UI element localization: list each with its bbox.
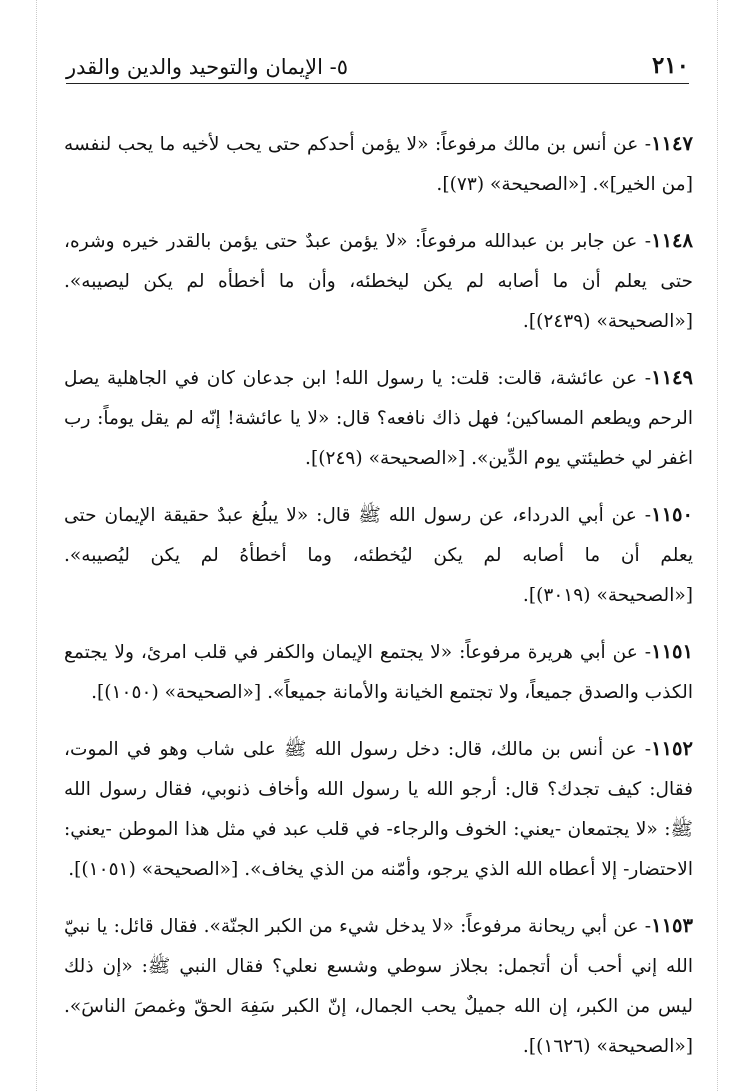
- hadith-list: [64, 124, 693, 1061]
- hadith-paragraph: ١١٥٢- عن أنس بن مالك، قال: دخل رسول الله ﷺ على شاب وهو في الموت، فقال: كيف تجدك؟ قال: أرجو الله يا رسول الله وأخاف ذنوبي، فقال رسول الله ﷺ: «لا يجتمعان -يعني: الخوف والرجاء- في قلب عبد في مثل هذا الموطن -يعني: الاحتضار- إلا أعطاه الله الذي يرجو، وأمّنه من الذي يخاف». [«الصحيحة» (١٠٥١)].: [64, 737, 693, 880]
- hadith-text: عن أنس بن مالك، قال: دخل رسول الله ﷺ على شاب وهو في الموت، فقال: كيف تجدك؟ قال: أرجو الله يا رسول الله وأخاف ذنوبي، فقال رسول الله ﷺ: «لا يجتمعان -يعني: الخوف والرجاء- في قلب عبد في مثل هذا الموطن -يعني: الاحتضار- إلا أعطاه الله الذي يرجو، وأمّنه من الذي يخاف».: [64, 739, 693, 880]
- hadith-text: عن أنس بن مالك مرفوعاً: «لا يؤمن أحدكم حتى يحب لأخيه ما يحب لنفسه [من الخير]».: [64, 134, 693, 195]
- hadith-text: عن أبي الدرداء، عن رسول الله ﷺ قال: «لا يبلُغ عبدٌ حقيقة الإيمان حتى يعلم أن ما أصابه لم يكن ليُخطئه، وما أخطأهُ لم يكن ليُصيبه».: [64, 505, 693, 566]
- hadith-reference: [«الصحيحة» (٢٤٣٩)].: [522, 311, 693, 332]
- hadith-number: ١١٤٨: [651, 229, 693, 252]
- hadith-reference: [«الصحيحة» (٢٤٩)].: [305, 448, 466, 469]
- hadith-number: ١١٥٢: [651, 737, 693, 760]
- hadith-reference: [«الصحيحة» (٧٣)].: [436, 174, 587, 195]
- hadith-number: ١١٥٣: [651, 914, 693, 937]
- hadith-reference: [«الصحيحة» (١٦٢٦)].: [522, 1036, 693, 1057]
- page-header: [66, 44, 689, 84]
- hadith-number: ١١٤٩: [651, 366, 693, 389]
- hadith-text: عن أبي ريحانة مرفوعاً: «لا يدخل شيء من الكبر الجنّة». فقال قائل: يا نبيّ الله إني أحب أن أتجمل: بجلاز سوطي وشسع نعلي؟ فقال النبي ﷺ: «إن ذلك ليس من الكبر، إن الله جميلٌ يحب الجمال، إنّ الكبر سَفِهَ الحقّ وغمصَ الناسَ».: [64, 916, 693, 1017]
- hadith-number: ١١٥٠: [651, 503, 693, 526]
- hadith-paragraph: ١١٤٩- عن عائشة، قالت: قلت: يا رسول الله! ابن جدعان كان في الجاهلية يصل الرحم ويطعم المساكين؛ فهل ذاك نافعه؟ قال: «لا يا عائشة! إنّه لم يقل يوماً: رب اغفر لي خطيئتي يوم الدِّين». [«الصحيحة» (٢٤٩)].: [64, 366, 693, 469]
- hadith-paragraph: ١١٥٠- عن أبي الدرداء، عن رسول الله ﷺ قال: «لا يبلُغ عبدٌ حقيقة الإيمان حتى يعلم أن ما أصابه لم يكن ليُخطئه، وما أخطأهُ لم يكن ليُصيبه». [«الصحيحة» (٣٠١٩)].: [64, 503, 693, 606]
- hadith-paragraph: ١١٥٣- عن أبي ريحانة مرفوعاً: «لا يدخل شيء من الكبر الجنّة». فقال قائل: يا نبيّ الله إني أحب أن أتجمل: بجلاز سوطي وشسع نعلي؟ فقال النبي ﷺ: «إن ذلك ليس من الكبر، إن الله جميلٌ يحب الجمال، إنّ الكبر سَفِهَ الحقّ وغمصَ الناسَ». [«الصحيحة» (١٦٢٦)].: [64, 914, 693, 1057]
- chapter-title: ٥- الإيمان والتوحيد والدين والقدر: [66, 55, 348, 79]
- scan-guide-left: [36, 0, 37, 1091]
- hadith-text: عن عائشة، قالت: قلت: يا رسول الله! ابن جدعان كان في الجاهلية يصل الرحم ويطعم المساكين؛ فهل ذاك نافعه؟ قال: «لا يا عائشة! إنّه لم يقل يوماً: رب اغفر لي خطيئتي يوم الدِّين».: [64, 368, 693, 469]
- hadith-paragraph: ١١٤٧- عن أنس بن مالك مرفوعاً: «لا يؤمن أحدكم حتى يحب لأخيه ما يحب لنفسه [من الخير]». [«الصحيحة» (٧٣)].: [64, 132, 693, 195]
- hadith-paragraph: ١١٥١- عن أبي هريرة مرفوعاً: «لا يجتمع الإيمان والكفر في قلب امرئ، ولا يجتمع الكذب والصدق جميعاً، ولا تجتمع الخيانة والأمانة جميعاً». [«الصحيحة» (١٠٥٠)].: [64, 640, 693, 703]
- scan-guide-right: [717, 0, 718, 1091]
- hadith-paragraph: ١١٤٨- عن جابر بن عبدالله مرفوعاً: «لا يؤمن عبدٌ حتى يؤمن بالقدر خيره وشره، حتى يعلم أن ما أصابه لم يكن ليخطئه، وأن ما أخطأه لم يكن ليصيبه». [«الصحيحة» (٢٤٣٩)].: [64, 229, 693, 332]
- hadith-reference: [«الصحيحة» (١٠٥٠)].: [91, 682, 262, 703]
- hadith-number: ١١٥١: [651, 640, 693, 663]
- hadith-reference: [«الصحيحة» (١٠٥١)].: [68, 859, 239, 880]
- hadith-reference: [«الصحيحة» (٣٠١٩)].: [522, 585, 693, 606]
- hadith-text: عن أبي هريرة مرفوعاً: «لا يجتمع الإيمان والكفر في قلب امرئ، ولا يجتمع الكذب والصدق جميعاً، ولا تجتمع الخيانة والأمانة جميعاً».: [64, 642, 693, 703]
- page-number: ٢١٠: [651, 52, 689, 79]
- hadith-text: عن جابر بن عبدالله مرفوعاً: «لا يؤمن عبدٌ حتى يؤمن بالقدر خيره وشره، حتى يعلم أن ما أصابه لم يكن ليخطئه، وأن ما أخطأه لم يكن ليصيبه».: [64, 231, 693, 292]
- hadith-number: ١١٤٧: [651, 132, 693, 155]
